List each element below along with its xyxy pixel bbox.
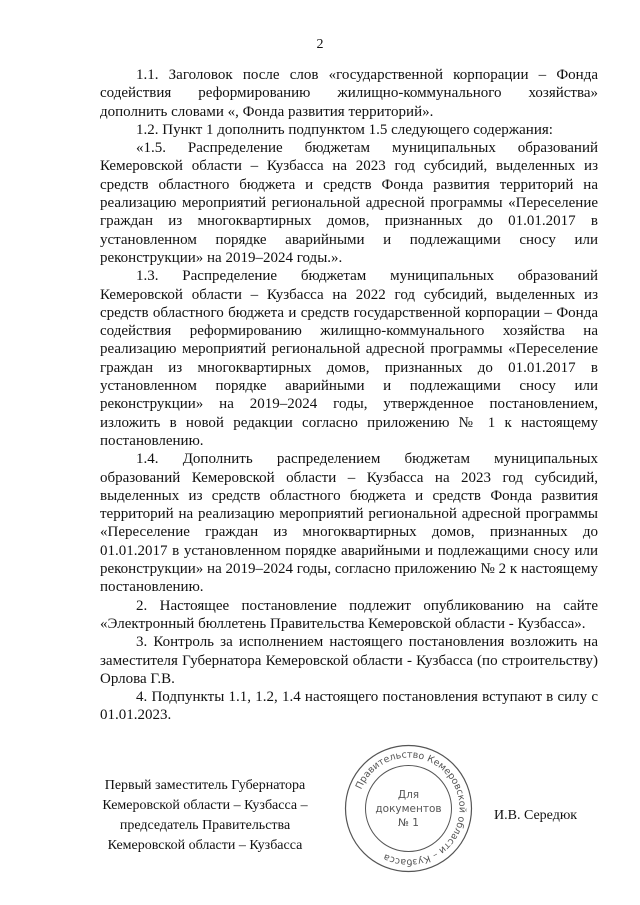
- signatory-title-line: Первый заместитель Губернатора: [104, 778, 306, 793]
- signatory-title-line: председатель Правительства: [119, 818, 291, 833]
- signatory-title-line: Кемеровской области – Кузбасса: [107, 838, 303, 853]
- paragraph-2: 2. Настоящее постановление подлежит опубликованию на сайте «Электронный бюллетень Правительства Кемеровской области - Кузбасса».: [100, 597, 598, 632]
- stamp-center-line: документов: [375, 803, 442, 815]
- document-body: [100, 66, 598, 725]
- stamp-center-line: № 1: [398, 817, 419, 829]
- signatory-title-line: Кемеровской области – Кузбасса –: [102, 798, 308, 813]
- signer-name: И.В. Середюк: [494, 808, 578, 823]
- page-number: 2: [316, 37, 324, 52]
- paragraph-1-2: 1.2. Пункт 1 дополнить подпунктом 1.5 следующего содержания:: [136, 121, 553, 138]
- paragraph-1-3: 1.3. Распределение бюджетам муниципальных образований Кемеровской области – Кузбасса на 2022 год субсидий, выделенных из средств областного бюджета и средств государственной корпорации – Фонда содействия реформированию жилищно-коммунального хозяйства на реализацию мероприятий региональной адресной программы «Переселение граждан из многоквартирных домов, признанных до 01.01.2017 в установленном порядке аварийными и подлежащими сносу или реконструкции» на 2019–2024 годы, утвержденное постановлением, изложить в новой редакции согласно приложению № 1 к настоящему постановлению.: [100, 268, 598, 449]
- paragraph-3: 3. Контроль за исполнением настоящего постановления возложить на заместителя Губернатора Кемеровской области - Кузбасса (по строительству) Орлова Г.В.: [100, 634, 598, 687]
- stamp-center-line: Для: [397, 789, 420, 801]
- official-stamp: [342, 742, 475, 875]
- paragraph-4: 4. Подпункты 1.1, 1.2, 1.4 настоящего постановления вступают в силу с 01.01.2023.: [100, 689, 598, 724]
- paragraph-1-1: 1.1. Заголовок после слов «государственной корпорации – Фонда содействия реформированию жилищно-коммунального хозяйства» дополнить словами «, Фонда развития территорий».: [100, 67, 598, 120]
- paragraph-1-4: 1.4. Дополнить распределением бюджетам муниципальных образований Кемеровской области – Кузбасса на 2023 год субсидий, выделенных из средств областного бюджета и средств Фонда развития территорий на реализацию мероприятий региональной адресной программы «Переселение граждан из многоквартирных домов, признанных до 01.01.2017 в установленном порядке аварийными и подлежащими сносу или реконструкции» на 2019–2024 годы, согласно приложению № 2 к настоящему постановлению.: [100, 451, 598, 596]
- paragraph-1-5-quote: «1.5. Распределение бюджетам муниципальных образований Кемеровской области – Кузбасса на 2023 год субсидий, выделенных из средств областного бюджета и средств Фонда развития территорий на реализацию мероприятий региональной адресной программы «Переселение граждан из многоквартирных домов, признанных до 01.01.2017 в установленном порядке аварийными и подлежащими сносу или реконструкции» на 2019–2024 годы.».: [100, 140, 598, 266]
- stamp-ring-text: Правительство Кемеровской области – Кузбасса: [353, 749, 468, 868]
- signatory-title: [100, 776, 310, 856]
